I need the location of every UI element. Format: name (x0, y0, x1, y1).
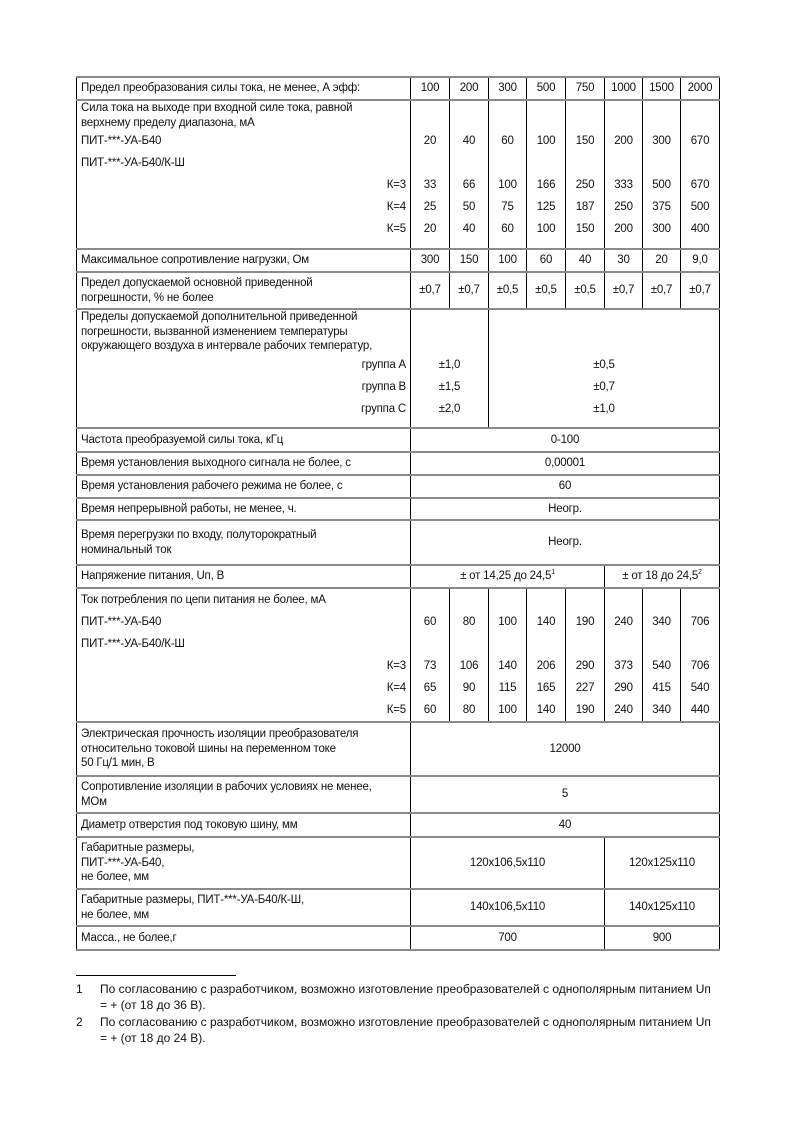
basic-error-label: Предел допускаемой основной приведенной (81, 277, 313, 289)
output-current-col: 100 166 125 100 (527, 100, 566, 249)
dielectric-row (77, 722, 720, 776)
mass-value-a: 700 (411, 926, 605, 950)
additional-error-label: погрешности, вызванной изменением температуры (81, 325, 348, 338)
settle-output-row (77, 452, 720, 475)
dielectric-label: 50 Гц/1 мин, В (81, 757, 155, 770)
dielectric-label-cell (77, 722, 411, 776)
basic-error-value: ±0,5 (489, 272, 527, 309)
group-c-label: группа С (361, 402, 406, 415)
additional-error-rest-col: ±0,5 ±0,7 ±1,0 (489, 309, 720, 428)
continuous-label: Время непрерывной работы, не менее, ч. (77, 498, 411, 520)
dims-b40ksh-value-a: 140x106,5x110 (411, 889, 605, 926)
range-row (77, 77, 720, 100)
footnote-separator (76, 975, 236, 976)
footnote-number: 1 (76, 982, 83, 996)
supply-current-col: 706 706 540 440 (681, 588, 720, 722)
range-value: 2000 (681, 77, 720, 100)
output-current-col: 200 333 250 200 (605, 100, 643, 249)
dims-b40-label: Габаритные размеры, (81, 842, 195, 855)
continuous-row (77, 498, 720, 520)
output-current-label-cell (77, 100, 411, 249)
dielectric-value: 12000 (411, 722, 720, 776)
dims-b40-label-cell (77, 837, 411, 889)
max-load-value: 20 (643, 249, 681, 272)
additional-error-first-col: ±1,0 ±1,5 ±2,0 (411, 309, 489, 428)
output-current-col: 670 670 500 400 (681, 100, 720, 249)
dims-b40-value-b: 120x125x110 (605, 837, 720, 889)
basic-error-label-cell (77, 272, 411, 309)
range-label: Предел преобразования силы тока, не менее, А эфф: (77, 77, 411, 100)
max-load-value: 9,0 (681, 249, 720, 272)
output-current-label: Сила тока на выходе при входной силе тока, равной (81, 102, 353, 114)
insulation-value: 5 (411, 776, 720, 813)
frequency-label: Частота преобразуемой силы тока, кГц (77, 428, 411, 452)
insulation-label: Сопротивление изоляции в рабочих условиях не менее, (81, 781, 372, 793)
range-value: 200 (450, 77, 489, 100)
overload-label: номинальный ток (81, 543, 172, 556)
supply-current-col: 340 540 415 340 (643, 588, 681, 722)
basic-error-value: ±0,7 (411, 272, 450, 309)
output-current-col: 40 66 50 40 (450, 100, 489, 249)
basic-error-row (77, 272, 720, 309)
max-load-value: 60 (527, 249, 566, 272)
range-value: 1000 (605, 77, 643, 100)
range-value: 500 (527, 77, 566, 100)
dims-b40ksh-label: Габаритные размеры, ПИТ-***-УА-Б40/К-Ш, (81, 894, 304, 906)
settle-mode-value: 60 (411, 475, 720, 498)
overload-label-cell (77, 520, 411, 565)
bus-hole-row (77, 813, 720, 837)
output-current-col: 20 33 25 20 (411, 100, 450, 249)
dims-b40-label: ПИТ-***-УА-Б40, (81, 856, 165, 869)
overload-row (77, 520, 720, 565)
insulation-row (77, 776, 720, 813)
output-current-col: 60 100 75 60 (489, 100, 527, 249)
range-value: 100 (411, 77, 450, 100)
max-load-value: 100 (489, 249, 527, 272)
k5-label: К=5 (386, 704, 406, 716)
supply-voltage-label: Напряжение питания, Uп, В (77, 565, 411, 588)
settle-mode-label: Время установления рабочего режима не более, с (77, 475, 411, 498)
dims-b40-value-a: 120x106,5x110 (411, 837, 605, 889)
output-current-col: 150 250 187 150 (566, 100, 605, 249)
basic-error-value: ±0,5 (527, 272, 566, 309)
max-load-value: 40 (566, 249, 605, 272)
supply-current-label: Ток потребления по цепи питания не более, мА (81, 594, 326, 606)
overload-label: Время перегрузки по входу, полуторократный (81, 529, 317, 541)
additional-error-row (77, 309, 720, 428)
dims-b40-row (77, 837, 720, 889)
footnote-number: 2 (76, 1015, 83, 1029)
model-b40-label: ПИТ-***-УА-Б40 (81, 135, 162, 147)
continuous-value: Неогр. (411, 498, 720, 520)
footnote-ref[interactable]: 2 (698, 569, 702, 577)
insulation-label: МОм (81, 795, 107, 808)
max-load-value: 150 (450, 249, 489, 272)
model-b40ksh-label: ПИТ-***-УА-Б40/К-Ш (81, 157, 185, 169)
model-b40ksh-label: ПИТ-***-УА-Б40/К-Ш (81, 638, 185, 650)
additional-error-label-cell (77, 309, 411, 428)
settle-output-label: Время установления выходного сигнала не более, с (77, 452, 411, 475)
settle-output-value: 0,00001 (411, 452, 720, 475)
supply-voltage-value-a: ± от 14,25 до 24,5$^1$ (411, 565, 605, 588)
dims-b40ksh-label-cell (77, 889, 411, 926)
supply-voltage-value-b: ± от 18 до 24,5$^2$ (605, 565, 720, 588)
supply-current-col: 140 206 165 140 (527, 588, 566, 722)
model-b40-label: ПИТ-***-УА-Б40 (81, 616, 162, 628)
output-current-col: 300 500 375 300 (643, 100, 681, 249)
frequency-row (77, 428, 720, 452)
supply-current-col: 60 73 65 60 (411, 588, 450, 722)
supply-current-col: 240 373 290 240 (605, 588, 643, 722)
max-load-value: 30 (605, 249, 643, 272)
footnote-text: По согласованию с разработчиком, возможно изготовление преобразователей с однополярным питанием Uп = + (от 18 до 24 В). (100, 1015, 711, 1045)
dielectric-label: Электрическая прочность изоляции преобразователя (81, 728, 359, 741)
basic-error-value: ±0,7 (681, 272, 720, 309)
supply-current-row (77, 588, 720, 722)
footnote-ref[interactable]: 1 (551, 569, 555, 577)
footnote-1 (76, 982, 716, 1013)
k3-label: К=3 (386, 179, 406, 191)
basic-error-label: погрешности, % не более (81, 291, 214, 304)
range-value: 1500 (643, 77, 681, 100)
group-b-label: группа В (361, 380, 406, 393)
k4-label: К=4 (386, 201, 406, 213)
additional-error-label: Пределы допускаемой дополнительной приведенной (81, 311, 358, 323)
mass-row (77, 926, 720, 950)
k5-label: К=5 (386, 223, 406, 235)
range-value: 750 (566, 77, 605, 100)
basic-error-value: ±0,7 (643, 272, 681, 309)
range-value: 300 (489, 77, 527, 100)
additional-error-label: окружающего воздуха в интервале рабочих температур, (81, 340, 373, 352)
dims-b40ksh-row (77, 889, 720, 926)
dims-b40-label: не более, мм (81, 871, 149, 884)
supply-current-col: 190 290 227 190 (566, 588, 605, 722)
overload-value: Неогр. (411, 520, 720, 565)
output-current-row (77, 100, 720, 249)
basic-error-value: ±0,7 (605, 272, 643, 309)
frequency-value: 0-100 (411, 428, 720, 452)
insulation-label-cell (77, 776, 411, 813)
mass-value-b: 900 (605, 926, 720, 950)
k4-label: К=4 (386, 682, 406, 694)
bus-hole-value: 40 (411, 813, 720, 837)
max-load-value: 300 (411, 249, 450, 272)
bus-hole-label: Диаметр отверстия под токовую шину, мм (77, 813, 411, 837)
supply-current-col: 80 106 90 80 (450, 588, 489, 722)
basic-error-value: ±0,5 (566, 272, 605, 309)
footnote-2 (76, 1015, 716, 1046)
specifications-table (76, 76, 720, 951)
supply-current-label-cell (77, 588, 411, 722)
dims-b40ksh-label: не более, мм (81, 908, 149, 921)
k3-label: К=3 (386, 660, 406, 672)
settle-mode-row (77, 475, 720, 498)
max-load-row (77, 249, 720, 272)
max-load-label: Максимальное сопротивление нагрузки, Ом (77, 249, 411, 272)
mass-label: Масса., не более,г (77, 926, 411, 950)
footnote-text: По согласованию с разработчиком, возможно изготовление преобразователей с однополярным питанием Uп = + (от 18 до 36 В). (100, 982, 711, 1012)
dims-b40ksh-value-b: 140x125x110 (605, 889, 720, 926)
basic-error-value: ±0,7 (450, 272, 489, 309)
group-a-label: группа А (361, 358, 406, 371)
dielectric-label: относительно токовой шины на переменном токе (81, 742, 336, 755)
footnotes (76, 982, 716, 1048)
supply-voltage-row (77, 565, 720, 588)
supply-current-col: 100 140 115 100 (489, 588, 527, 722)
output-current-label: верхнему пределу диапазона, мА (81, 116, 255, 129)
